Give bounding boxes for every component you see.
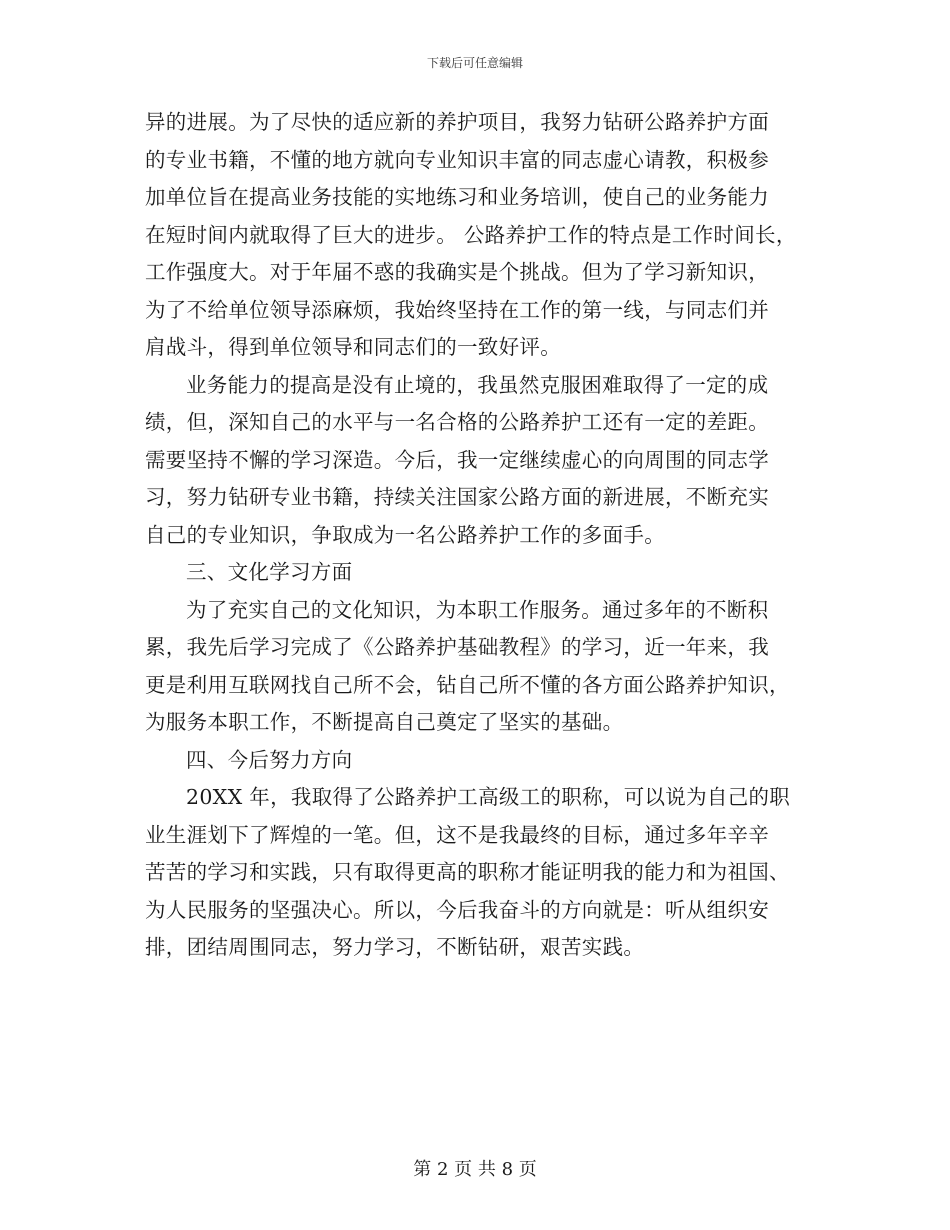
- document-body: [145, 104, 835, 967]
- text-line: 习，努力钻研专业书籍，持续关注国家公路方面的新进展，不断充实: [145, 485, 769, 509]
- page-header: 下载后可任意编辑: [426, 56, 523, 70]
- text-line: 苦苦的学习和实践，只有取得更高的职称才能证明我的能力和为祖国、: [145, 860, 790, 884]
- text-line: 为了不给单位领导添麻烦，我始终坚持在工作的第一线，与同志们并: [145, 297, 769, 322]
- text-line: 的专业书籍，不懂的地方就向专业知识丰富的同志虚心请教，积极参: [145, 147, 769, 172]
- text-line: 绩，但，深知自己的水平与一名合格的公路养护工还有一定的差距。: [145, 410, 769, 434]
- text-line: 自己的专业知识，争取成为一名公路养护工作的多面手。: [145, 522, 665, 547]
- text-line: 更是利用互联网找自己所不会，钻自己所不懂的各方面公路养护知识，: [145, 672, 790, 697]
- text-line: 加单位旨在提高业务技能的实地练习和业务培训，使自己的业务能力: [145, 185, 769, 209]
- text-line: 工作强度大。对于年届不惑的我确实是个挑战。但为了学习新知识，: [145, 260, 769, 284]
- text-line: 需要坚持不懈的学习深造。今后，我一定继续虚心的向周围的同志学: [145, 447, 769, 472]
- text-line: 排，团结周围同志，努力学习，不断钻研，艰苦实践。: [145, 935, 645, 959]
- page-number-footer: 第 2 页 共 8 页: [413, 1159, 537, 1180]
- paragraph-start-line: 业务能力的提高是没有止境的，我虽然克服困难取得了一定的成: [186, 372, 769, 397]
- text-line: 在短时间内就取得了巨大的进步。 公路养护工作的特点是工作时间长，: [145, 222, 797, 247]
- text-line: 累，我先后学习完成了《公路养护基础教程》的学习，近一年来，我: [145, 635, 769, 659]
- section-heading: 四、今后努力方向: [186, 747, 353, 772]
- section-heading: 三、文化学习方面: [186, 560, 353, 584]
- text-line: 肩战斗，得到单位领导和同志们的一致好评。: [145, 335, 561, 359]
- text-line: 为服务本职工作，不断提高自己奠定了坚实的基础。: [145, 710, 624, 734]
- text-line: 业生涯划下了辉煌的一笔。但，这不是我最终的目标，通过多年辛辛: [145, 822, 769, 847]
- paragraph-start-line: 20XX 年，我取得了公路养护工高级工的职称，可以说为自己的职: [186, 785, 791, 809]
- paragraph-start-line: 为了充实自己的文化知识，为本职工作服务。通过多年的不断积: [186, 597, 769, 622]
- text-line: 异的进展。为了尽快的适应新的养护项目，我努力钻研公路养护方面: [145, 110, 769, 134]
- text-line: 为人民服务的坚强决心。所以，今后我奋斗的方向就是：听从组织安: [145, 897, 769, 922]
